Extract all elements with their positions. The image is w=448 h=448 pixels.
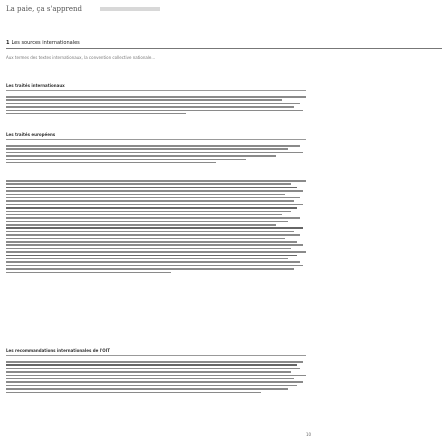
paragraph [6, 361, 306, 395]
book-title: La paie, ça s'apprend [6, 5, 82, 13]
page-number: 10 [306, 432, 312, 437]
subsection-title: Les traités européens [6, 132, 56, 137]
subsection-divider [6, 139, 306, 140]
subsection-divider [6, 90, 306, 91]
header-accent-bar [100, 7, 160, 11]
section-title: Les sources internationales [11, 40, 80, 46]
subsection-divider [6, 355, 306, 356]
paragraph [6, 96, 306, 116]
section-divider [6, 48, 442, 49]
page-header [0, 0, 448, 22]
paragraph [6, 145, 306, 165]
intro-text: Aux termes des textes internationaux, la convention collective nationale... [6, 55, 156, 60]
subsection-title: Les recommandations internationales de l'OIT [6, 348, 110, 353]
paragraph [6, 180, 306, 275]
intro-paragraph [6, 56, 306, 61]
subsection-title: Les traités internationaux [6, 83, 65, 88]
section-heading [6, 40, 80, 46]
section-number: 1 [6, 40, 10, 46]
